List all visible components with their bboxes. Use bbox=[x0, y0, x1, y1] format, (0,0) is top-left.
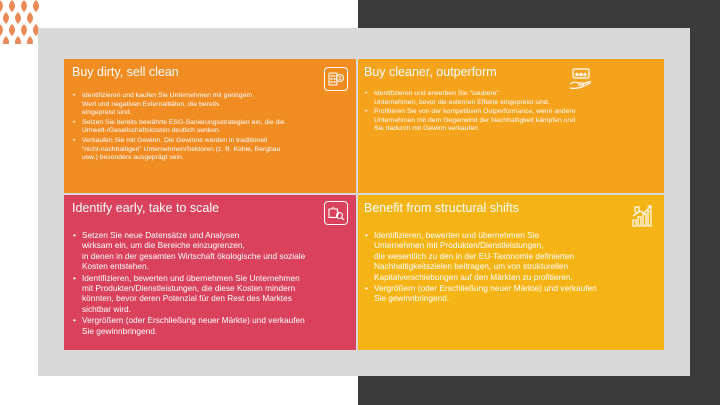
bullet-item: • Setzen Sie neue Datensätze und Analysen wirksam ein, um die Bereiche einzugrenzen, in denen in der gesamten Wirtschaft ökologische und soziale Kosten entstehen. bbox=[82, 230, 354, 272]
bullet-item: • Verkaufen Sie mit Gewinn. Die Gewinne werden in traditionell “nicht-nachhaltigen” Unternehmen/Sektoren (z. B. Kohle, Bergbau usw.) besonders ausgeprägt sein. bbox=[82, 137, 344, 163]
svg-text:$: $ bbox=[338, 76, 342, 82]
bullet-item: • Identifizieren, bewerten und übernehmen Sie Unternehmen mit Produkten/Dienstleistungen, die diese Kosten mindern könnten, bevor deren Potenzial für den Rest des Marktes sichtbar wird. bbox=[82, 273, 354, 315]
quadrant-benefit-from-structural-shifts bbox=[358, 195, 664, 350]
bullet-item: • Identifizieren und erwerben Sie “saubere” Unternehmen, bevor die externen Effekte eingepreist sind. bbox=[374, 90, 666, 107]
orange-pattern-decoration bbox=[0, 0, 40, 44]
bullet-item: • Vergrößern (oder Erschließung neuer Märkte) und verkaufen Sie gewinnbringend. bbox=[82, 315, 354, 336]
quadrant-title: Benefit from structural shifts bbox=[364, 201, 519, 215]
puzzle-search-icon bbox=[324, 201, 348, 225]
bullet-item: • Profitieren Sie von der kompetitiven Outperformance, wenn andere Unternehmen mit dem Gegenwind der Nachhaltigkeit kämpfen und Sie dadurch mit Gewinn verkaufen bbox=[374, 108, 666, 134]
quadrant-identify-early-take-to-scale bbox=[64, 195, 356, 350]
quadrant-title: Buy cleaner, outperform bbox=[364, 65, 497, 79]
quadrant-title: Identify early, take to scale bbox=[72, 201, 220, 215]
bullet-item: • Setzen Sie bereits bewährte ESG-Sanierungsstrategien ein, die die Umwelt-/Gesellschaftskosten deutlich senken. bbox=[82, 119, 344, 136]
money-calculator-icon bbox=[324, 67, 348, 91]
bullet-item: • Vergrößern (oder Erschließung neuer Märkte) und verkaufen Sie gewinnbringend. bbox=[374, 283, 644, 304]
quadrant-buy-cleaner-outperform bbox=[358, 59, 664, 193]
bullet-item: • Identifizieren und kaufen Sie Unternehmen mit geringem Wert und negativen Externalitäten, die bereits eingepreist sind. bbox=[82, 92, 344, 118]
bullet-item: • Identifizieren, bewerten und übernehmen Sie Unternehmen mit Produkten/Dienstleistungen, die wesentlich zu den in der EU-Taxonomie definierten Nachhaltigkeitszielen beitragen, um von strukturellen Kapitalverschiebungen auf den Märkten zu profitieren. bbox=[374, 230, 644, 282]
quadrant-buy-dirty-sell-clean bbox=[64, 59, 356, 193]
quadrant-title: Buy dirty, sell clean bbox=[72, 65, 179, 79]
